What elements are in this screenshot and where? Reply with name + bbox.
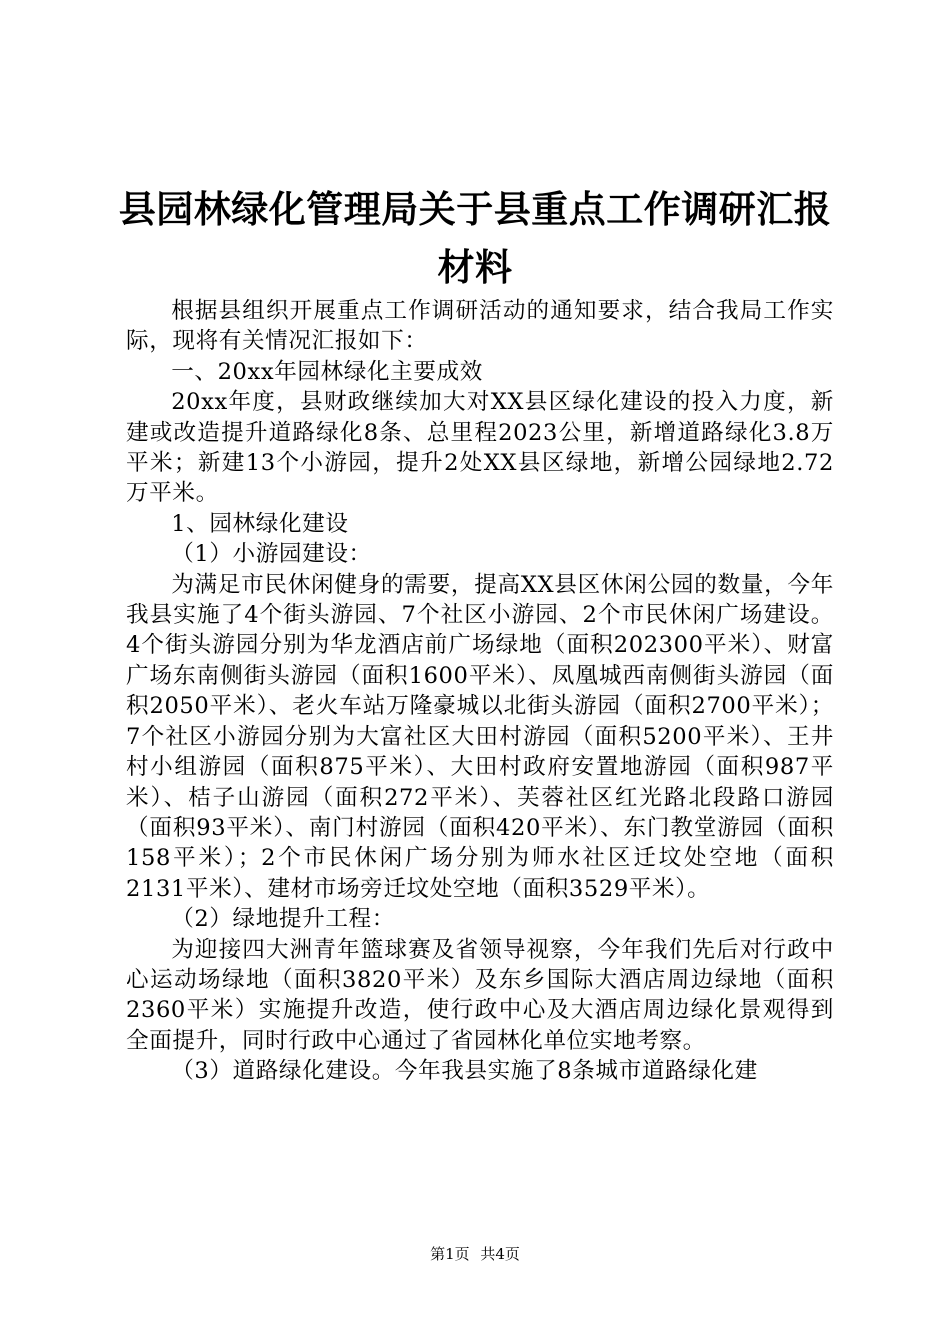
paragraph: 为满足市民休闲健身的需要，提高XX县区休闲公园的数量，今年我县实施了4个街头游园、7个社区小游园、2个市民休闲广场建设。4个街头游园分别为华龙酒店前广场绿地（面积202300平米）、财富广场东南侧街头游园（面积1600平米）、凤凰城西南侧街头游园（面积2050平米）、老火车站万隆豪城以北街头游园（面积2700平米）；7个社区小游园分别为大富社区大田村游园（面积5200平米）、王井村小组游园（面积875平米）、大田村政府安置地游园（面积987平米）、桔子山游园（面积272平米）、芙蓉社区红光路北段路口游园（面积93平米）、南门村游园（面积420平米）、东门教堂游园（面积158平米）；2个市民休闲广场分别为师水社区迁坟处空地（面积2131平米）、建材市场旁迁坟处空地（面积3529平米）。 (126, 571, 834, 902)
paragraph: 为迎接四大洲青年篮球赛及省领导视察，今年我们先后对行政中心运动场绿地（面积3820平米）及东乡国际大酒店周边绿地（面积2360平米）实施提升改造，使行政中心及大酒店周边绿化景观得到全面提升，同时行政中心通过了省园林化单位实地考察。 (126, 936, 834, 1054)
page-total: 共4页 (480, 1245, 520, 1263)
section-heading: 一、20xx年园林绿化主要成效 (171, 358, 483, 385)
subsection-heading: （2）绿地提升工程： (171, 906, 395, 933)
page-number: 第1页 (430, 1245, 470, 1263)
paragraph: （3）道路绿化建设。今年我县实施了8条城市道路绿化建 (171, 1058, 758, 1085)
subsection-heading: （1）小游园建设： (171, 541, 372, 568)
paragraph: 20xx年度，县财政继续加大对XX县区绿化建设的投入力度，新建或改造提升道路绿化8条、总里程2023公里，新增道路绿化3.8万平米；新建13个小游园，提升2处XX县区绿地，新增公园绿地2.72万平米。 (126, 389, 834, 507)
paragraph: 根据县组织开展重点工作调研活动的通知要求，结合我局工作实际，现将有关情况汇报如下： (126, 298, 834, 355)
page-footer (0, 1243, 950, 1264)
subsection-heading: 1、园林绿化建设 (171, 510, 349, 537)
document-body (126, 296, 834, 1087)
document-title: 县园林绿化管理局关于县重点工作调研汇报材料 (118, 187, 832, 289)
